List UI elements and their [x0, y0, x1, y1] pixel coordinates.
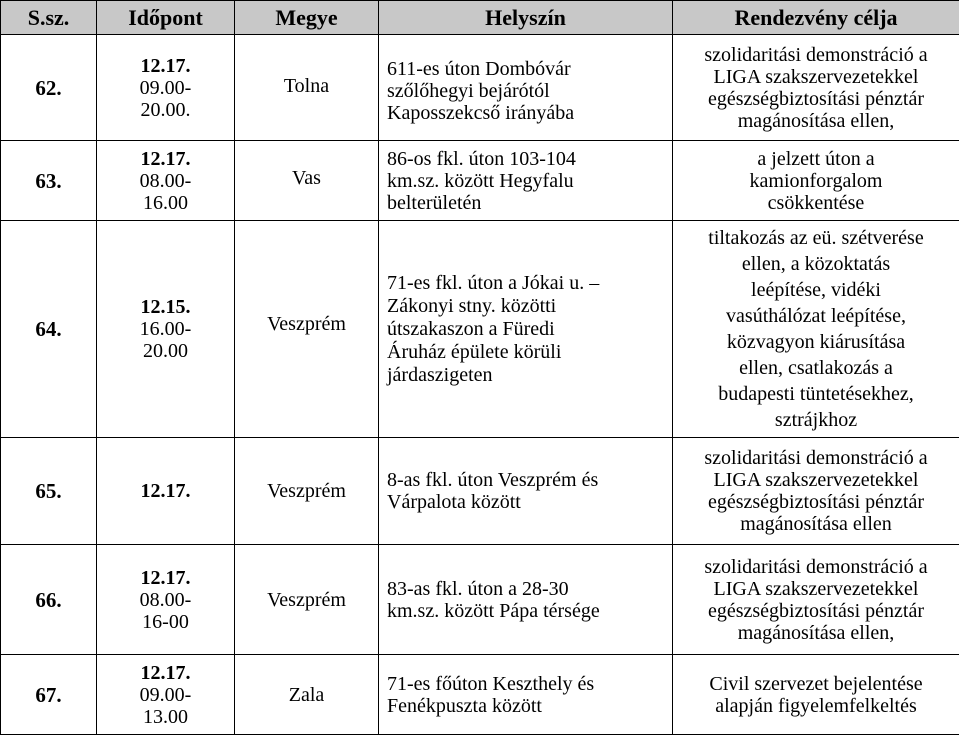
location-line: Fenékpuszta között — [387, 694, 542, 717]
header-no: S.sz. — [1, 1, 97, 35]
row-number: 65. — [1, 438, 97, 545]
header-date: Időpont — [97, 1, 235, 35]
purpose-line: ellen, a közoktatás — [741, 253, 891, 275]
purpose-line: ellen, csatlakozás a — [739, 357, 893, 379]
location-line: 86-os fkl. úton 103-104 — [387, 147, 576, 170]
date-end: 16-00 — [142, 610, 189, 633]
date-end: 13.00 — [143, 705, 188, 728]
purpose-line: egészségbiztosítási pénztár — [707, 491, 925, 513]
purpose-line: magánosítása ellen, — [737, 109, 895, 132]
row-date — [97, 141, 235, 221]
date-day: 12.17. — [140, 661, 191, 684]
purpose-line: budapesti tüntetésekhez, — [718, 383, 914, 405]
row-county: Veszprém — [235, 221, 379, 438]
row-number: 67. — [1, 655, 97, 735]
row-number: 63. — [1, 141, 97, 221]
table-header-row — [1, 1, 959, 35]
row-date — [97, 545, 235, 655]
purpose-line: szolidaritási demonstráció a — [704, 555, 928, 578]
row-location — [379, 141, 673, 221]
purpose-line: a jelzett úton a — [757, 147, 875, 170]
row-date — [97, 438, 235, 545]
row-purpose — [673, 141, 959, 221]
purpose-line: szolidaritási demonstráció a — [704, 447, 928, 469]
row-county: Veszprém — [235, 545, 379, 655]
purpose-line: tiltakozás az eü. szétverése — [708, 227, 924, 249]
purpose-line: egészségbiztosítási pénztár — [707, 87, 925, 110]
location-line: Kaposszekcső irányába — [387, 101, 575, 124]
date-day: 12.17. — [140, 480, 191, 502]
purpose-line: LIGA szakszervezetekkel — [713, 577, 919, 600]
row-county: Vas — [235, 141, 379, 221]
row-date — [97, 35, 235, 141]
location-line: belterületén — [387, 191, 482, 214]
location-line: Várpalota között — [387, 491, 521, 513]
purpose-line: közvagyon kiárusítása — [726, 331, 906, 353]
location-line: 8-as fkl. úton Veszprém és — [387, 469, 599, 491]
location-line: km.sz. között Hegyfalu — [387, 169, 574, 192]
table-row — [1, 438, 959, 545]
date-end: 20.00 — [143, 340, 188, 362]
header-purpose: Rendezvény célja — [673, 1, 959, 35]
location-line: 71-es főúton Keszthely és — [387, 672, 595, 695]
date-day: 12.17. — [140, 566, 191, 589]
row-county: Zala — [235, 655, 379, 735]
date-day: 12.17. — [140, 54, 191, 77]
date-start: 09.00- — [139, 76, 192, 99]
row-purpose — [673, 655, 959, 735]
row-location — [379, 545, 673, 655]
header-county: Megye — [235, 1, 379, 35]
location-line: km.sz. között Pápa térsége — [387, 599, 600, 622]
date-end: 20.00. — [140, 98, 191, 121]
row-location — [379, 438, 673, 545]
location-line: 83-as fkl. úton a 28-30 — [387, 577, 569, 600]
row-purpose — [673, 35, 959, 141]
location-line: 611-es úton Dombóvár — [387, 57, 571, 80]
location-line: útszakaszon a Füredi — [387, 317, 555, 340]
purpose-line: szolidaritási demonstráció a — [704, 43, 928, 66]
purpose-line: csökkentése — [767, 191, 865, 214]
purpose-line: magánosítása ellen — [740, 513, 892, 535]
row-location — [379, 35, 673, 141]
row-county: Veszprém — [235, 438, 379, 545]
purpose-line: alapján figyelemfelkeltés — [715, 694, 917, 717]
purpose-line: leépítése, vidéki — [751, 279, 881, 301]
date-start: 16.00- — [139, 318, 192, 340]
header-location: Helyszín — [379, 1, 673, 35]
purpose-line: LIGA szakszervezetekkel — [713, 65, 919, 88]
purpose-line: egészségbiztosítási pénztár — [707, 599, 925, 622]
date-start: 08.00- — [139, 169, 192, 192]
purpose-line: LIGA szakszervezetekkel — [713, 469, 919, 491]
row-date — [97, 221, 235, 438]
table-row — [1, 221, 959, 438]
location-line: 71-es fkl. úton a Jókai u. – — [387, 271, 600, 294]
location-line: Áruház épülete körüli — [387, 340, 562, 363]
row-purpose — [673, 545, 959, 655]
row-number: 64. — [1, 221, 97, 438]
location-line: szőlőhegyi bejárótól — [387, 79, 550, 102]
table-row — [1, 141, 959, 221]
purpose-line: magánosítása ellen, — [737, 621, 895, 644]
table-row — [1, 655, 959, 735]
row-date — [97, 655, 235, 735]
row-purpose — [673, 221, 959, 438]
date-day: 12.15. — [140, 296, 191, 318]
row-purpose — [673, 438, 959, 545]
purpose-line: sztrájkhoz — [774, 409, 858, 431]
location-line: Zákonyi stny. közötti — [387, 294, 557, 317]
date-day: 12.17. — [140, 147, 191, 170]
row-number: 66. — [1, 545, 97, 655]
row-county: Tolna — [235, 35, 379, 141]
date-end: 16.00 — [143, 191, 188, 214]
purpose-line: vasúthálózat leépítése, — [726, 305, 906, 327]
date-start: 08.00- — [139, 588, 192, 611]
row-location — [379, 655, 673, 735]
table-row — [1, 35, 959, 141]
location-line: járdaszigeten — [387, 363, 493, 386]
row-location — [379, 221, 673, 438]
purpose-line: Civil szervezet bejelentése — [709, 672, 923, 695]
date-start: 09.00- — [139, 683, 192, 706]
purpose-line: kamionforgalom — [749, 169, 883, 192]
table-row — [1, 545, 959, 655]
row-number: 62. — [1, 35, 97, 141]
